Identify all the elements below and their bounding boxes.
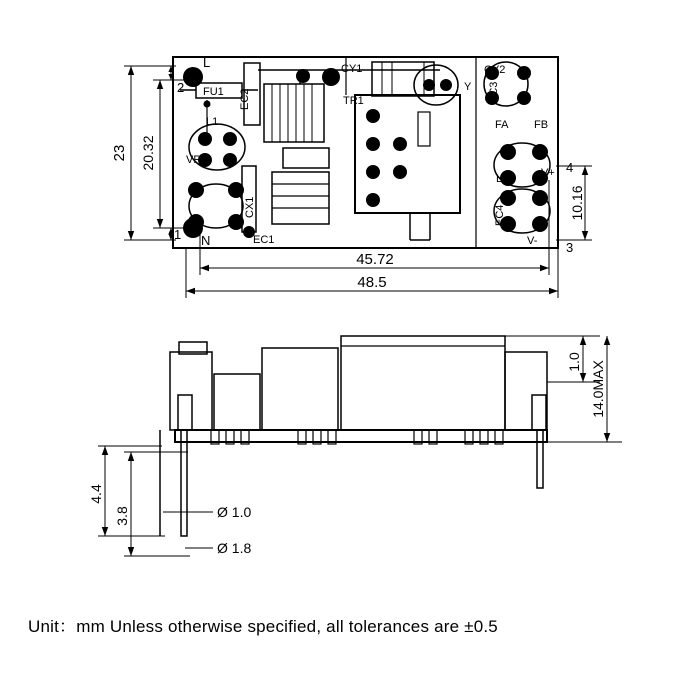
TR1-pad-2 xyxy=(366,137,380,151)
dim-2032-label: 20.32 xyxy=(140,135,156,171)
TR1-window xyxy=(418,112,430,146)
ref-L2: L2 xyxy=(496,173,509,185)
long-pin-right xyxy=(537,430,543,488)
dim-10-label: 1.0 xyxy=(566,352,582,372)
dim-485-label: 48.5 xyxy=(357,274,387,291)
TR1-pad-3 xyxy=(366,165,380,179)
EC3-pad-2 xyxy=(517,66,531,80)
side-comp-4 xyxy=(505,352,547,430)
TR1-pad-6 xyxy=(393,165,407,179)
L1-pad-b xyxy=(223,132,237,146)
dim-pin-diameters xyxy=(163,504,251,556)
ref-FB: FB xyxy=(534,119,549,131)
side-pcb xyxy=(175,430,547,442)
side-left-post xyxy=(178,395,192,430)
L2-pad-2 xyxy=(532,144,548,160)
dim-diameter-18-label: Ø 1.8 xyxy=(217,540,252,556)
ref-EC1: EC1 xyxy=(253,234,275,246)
EC4-pad-1 xyxy=(500,190,516,206)
ref-EC2: EC2 xyxy=(239,88,251,110)
L2-pad-1 xyxy=(500,144,516,160)
TR1-pad-1 xyxy=(366,109,380,123)
L1-pad-d xyxy=(223,153,237,167)
long-pin-left xyxy=(181,430,187,536)
EC4-pad-2 xyxy=(532,190,548,206)
pad-top-bus xyxy=(296,69,310,83)
pin-number-3: 3 xyxy=(566,240,574,255)
side-view-group xyxy=(88,336,622,556)
top-view-group xyxy=(111,55,592,298)
component-CY1-pad xyxy=(322,68,340,86)
dim-140max-label: 14.0MAX xyxy=(590,360,606,418)
EC3-pad-4 xyxy=(517,91,531,105)
dim-44-label: 4.4 xyxy=(88,484,104,504)
pad-bl-2 xyxy=(188,214,204,230)
terminal-label-Vplus: V+ xyxy=(541,167,555,179)
unit-note: Unit：mm Unless otherwise specified, all tolerances are ±0.5 xyxy=(28,617,498,636)
terminal-label-N: N xyxy=(201,233,211,248)
Y-pad-1 xyxy=(423,79,435,91)
side-right-post xyxy=(532,395,546,430)
ref-EC4: EC4 xyxy=(494,204,506,226)
component-block-top xyxy=(264,84,324,142)
EC1-pad xyxy=(243,226,255,238)
pin-number-2: 2 xyxy=(177,80,185,95)
ref-TR1: TR1 xyxy=(343,95,364,107)
dim-23-label: 23 xyxy=(111,144,128,162)
side-comp-1 xyxy=(170,352,212,430)
ref-CY2: CY2 xyxy=(484,64,506,76)
L1-pad-a xyxy=(198,132,212,146)
pin-number-4: 4 xyxy=(566,160,574,175)
ref-CX1: CX1 xyxy=(244,196,256,218)
component-block-bottom xyxy=(272,172,329,224)
TR1-pad-4 xyxy=(366,193,380,207)
ref-FA: FA xyxy=(495,119,509,131)
ref-Y: Y xyxy=(464,81,472,93)
TR1-pad-5 xyxy=(393,137,407,151)
dim-diameter-10-label: Ø 1.0 xyxy=(217,504,252,520)
dim-right-height xyxy=(556,160,592,255)
ref-L1: L1 xyxy=(206,116,219,128)
pin-number-1: 1 xyxy=(174,227,182,242)
terminal-label-Vminus: V- xyxy=(527,235,538,247)
side-pins xyxy=(160,430,543,536)
via-1 xyxy=(204,101,211,108)
ref-VR1: VR1 xyxy=(186,154,208,166)
ref-CY1: CY1 xyxy=(341,63,363,75)
pad-L xyxy=(183,67,203,87)
dim-1016-label: 10.16 xyxy=(569,185,585,221)
side-transformer xyxy=(341,336,505,430)
pad-bl-1 xyxy=(188,182,204,198)
dim-4572-label: 45.72 xyxy=(356,251,394,268)
EC4-pad-4 xyxy=(532,216,548,232)
ref-FU1: FU1 xyxy=(203,86,224,98)
terminal-label-L: L xyxy=(203,55,211,70)
ref-EC3: EC3 xyxy=(488,81,500,103)
side-comp-2 xyxy=(214,374,260,430)
component-block-mid xyxy=(283,148,329,168)
dim-pin-gaps-left xyxy=(168,66,184,242)
dim-38-label: 3.8 xyxy=(114,506,130,526)
side-comp-3 xyxy=(262,348,338,430)
Y-pad-2 xyxy=(440,79,452,91)
dim-pin-lengths xyxy=(88,446,190,556)
